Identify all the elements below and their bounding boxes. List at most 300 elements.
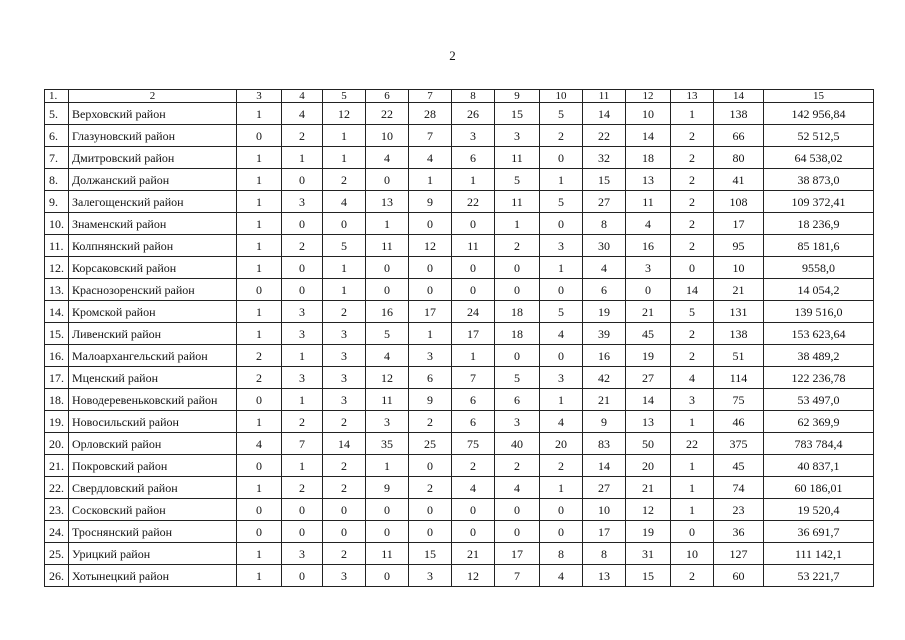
table-cell: 27 bbox=[626, 367, 671, 389]
table-cell: 0 bbox=[540, 213, 583, 235]
row-number-cell: 18. bbox=[45, 389, 69, 411]
row-number-cell: 22. bbox=[45, 477, 69, 499]
table-cell: 75 bbox=[714, 389, 764, 411]
table-cell: 3 bbox=[495, 411, 540, 433]
table-cell: 9 bbox=[583, 411, 626, 433]
table-row bbox=[45, 169, 874, 191]
table-row bbox=[45, 191, 874, 213]
district-name-cell: Кромской район bbox=[69, 301, 237, 323]
table-cell: 0 bbox=[323, 521, 366, 543]
table-cell: 3 bbox=[366, 411, 409, 433]
table-cell: 7 bbox=[409, 125, 452, 147]
table-cell: 0 bbox=[282, 169, 323, 191]
table-cell: 3 bbox=[323, 389, 366, 411]
table-row bbox=[45, 433, 874, 455]
table-cell: 1 bbox=[671, 477, 714, 499]
amount-cell: 9558,0 bbox=[764, 257, 874, 279]
table-cell: 7 bbox=[495, 565, 540, 587]
table-cell: 3 bbox=[540, 367, 583, 389]
table-cell: 4 bbox=[366, 147, 409, 169]
table-cell: 1 bbox=[237, 543, 282, 565]
amount-cell: 36 691,7 bbox=[764, 521, 874, 543]
table-row bbox=[45, 455, 874, 477]
table-cell: 2 bbox=[409, 477, 452, 499]
table-cell: 4 bbox=[323, 191, 366, 213]
table-cell: 2 bbox=[323, 455, 366, 477]
table-cell: 10 bbox=[714, 257, 764, 279]
amount-cell: 18 236,9 bbox=[764, 213, 874, 235]
table-cell: 1 bbox=[452, 169, 495, 191]
table-row bbox=[45, 477, 874, 499]
table-cell: 3 bbox=[452, 125, 495, 147]
table-cell: 11 bbox=[495, 191, 540, 213]
table-cell: 3 bbox=[540, 235, 583, 257]
table-cell: 60 bbox=[714, 565, 764, 587]
table-cell: 2 bbox=[323, 477, 366, 499]
table-cell: 21 bbox=[452, 543, 495, 565]
table-cell: 2 bbox=[671, 213, 714, 235]
table-cell: 7 bbox=[452, 367, 495, 389]
table-cell: 3 bbox=[323, 345, 366, 367]
table-cell: 30 bbox=[583, 235, 626, 257]
table-cell: 2 bbox=[540, 125, 583, 147]
district-name-cell: Дмитровский район bbox=[69, 147, 237, 169]
table-cell: 22 bbox=[366, 103, 409, 125]
table-cell: 1 bbox=[540, 477, 583, 499]
amount-cell: 85 181,6 bbox=[764, 235, 874, 257]
table-cell: 0 bbox=[366, 565, 409, 587]
table-cell: 6 bbox=[495, 389, 540, 411]
table-cell: 17 bbox=[714, 213, 764, 235]
table-cell: 0 bbox=[282, 565, 323, 587]
table-row bbox=[45, 411, 874, 433]
table-cell: 22 bbox=[452, 191, 495, 213]
table-cell: 66 bbox=[714, 125, 764, 147]
table-cell: 45 bbox=[626, 323, 671, 345]
table-cell: 6 bbox=[452, 147, 495, 169]
district-name-cell: Верховский район bbox=[69, 103, 237, 125]
table-cell: 4 bbox=[237, 433, 282, 455]
table-cell: 0 bbox=[671, 257, 714, 279]
table-cell: 4 bbox=[583, 257, 626, 279]
table-cell: 6 bbox=[452, 389, 495, 411]
table-cell: 1 bbox=[671, 411, 714, 433]
table-cell: 1 bbox=[323, 147, 366, 169]
table-cell: 17 bbox=[452, 323, 495, 345]
table-cell: 21 bbox=[583, 389, 626, 411]
table-cell: 1 bbox=[671, 455, 714, 477]
table-cell: 3 bbox=[282, 543, 323, 565]
table-cell: 4 bbox=[540, 411, 583, 433]
district-name-cell: Хотынецкий район bbox=[69, 565, 237, 587]
table-cell: 2 bbox=[237, 367, 282, 389]
table-cell: 2 bbox=[282, 125, 323, 147]
table-cell: 1 bbox=[366, 213, 409, 235]
table-cell: 24 bbox=[452, 301, 495, 323]
table-cell: 9 bbox=[409, 389, 452, 411]
table-header-cell: 2 bbox=[69, 90, 237, 103]
table-cell: 23 bbox=[714, 499, 764, 521]
table-cell: 15 bbox=[583, 169, 626, 191]
table-cell: 12 bbox=[626, 499, 671, 521]
amount-cell: 38 873,0 bbox=[764, 169, 874, 191]
table-cell: 0 bbox=[671, 521, 714, 543]
district-name-cell: Новодеревеньковский район bbox=[69, 389, 237, 411]
table-cell: 4 bbox=[366, 345, 409, 367]
table-cell: 0 bbox=[452, 279, 495, 301]
table-cell: 1 bbox=[237, 213, 282, 235]
amount-cell: 62 369,9 bbox=[764, 411, 874, 433]
table-cell: 27 bbox=[583, 191, 626, 213]
district-name-cell: Покровский район bbox=[69, 455, 237, 477]
table-cell: 1 bbox=[540, 169, 583, 191]
table-row bbox=[45, 235, 874, 257]
table-row bbox=[45, 367, 874, 389]
row-number-cell: 25. bbox=[45, 543, 69, 565]
table-header-cell: 10 bbox=[540, 90, 583, 103]
table-cell: 5 bbox=[366, 323, 409, 345]
table-cell: 3 bbox=[282, 191, 323, 213]
table-cell: 1 bbox=[237, 191, 282, 213]
table-cell: 114 bbox=[714, 367, 764, 389]
district-name-cell: Ливенский район bbox=[69, 323, 237, 345]
table-cell: 4 bbox=[540, 565, 583, 587]
table-cell: 4 bbox=[409, 147, 452, 169]
amount-cell: 38 489,2 bbox=[764, 345, 874, 367]
table-cell: 131 bbox=[714, 301, 764, 323]
table-header-cell: 15 bbox=[764, 90, 874, 103]
table-row bbox=[45, 279, 874, 301]
table-cell: 21 bbox=[626, 477, 671, 499]
table-row bbox=[45, 389, 874, 411]
table-cell: 1 bbox=[282, 147, 323, 169]
amount-cell: 19 520,4 bbox=[764, 499, 874, 521]
table-cell: 1 bbox=[409, 323, 452, 345]
table-cell: 4 bbox=[282, 103, 323, 125]
table-cell: 17 bbox=[495, 543, 540, 565]
table-cell: 1 bbox=[540, 257, 583, 279]
table-cell: 138 bbox=[714, 103, 764, 125]
table-cell: 1 bbox=[540, 389, 583, 411]
table-cell: 2 bbox=[671, 323, 714, 345]
table-cell: 0 bbox=[237, 499, 282, 521]
table-cell: 14 bbox=[626, 125, 671, 147]
table-cell: 0 bbox=[237, 125, 282, 147]
table-cell: 3 bbox=[282, 323, 323, 345]
table-cell: 8 bbox=[583, 213, 626, 235]
table-cell: 2 bbox=[671, 147, 714, 169]
row-number-cell: 21. bbox=[45, 455, 69, 477]
amount-cell: 53 221,7 bbox=[764, 565, 874, 587]
table-cell: 5 bbox=[495, 169, 540, 191]
table-cell: 11 bbox=[626, 191, 671, 213]
table-cell: 19 bbox=[583, 301, 626, 323]
table-cell: 0 bbox=[282, 279, 323, 301]
amount-cell: 52 512,5 bbox=[764, 125, 874, 147]
table-cell: 3 bbox=[409, 345, 452, 367]
row-number-cell: 7. bbox=[45, 147, 69, 169]
table-cell: 1 bbox=[282, 389, 323, 411]
table-cell: 95 bbox=[714, 235, 764, 257]
table-cell: 0 bbox=[366, 169, 409, 191]
district-name-cell: Корсаковский район bbox=[69, 257, 237, 279]
table-cell: 14 bbox=[671, 279, 714, 301]
table-cell: 42 bbox=[583, 367, 626, 389]
table-cell: 16 bbox=[366, 301, 409, 323]
table-cell: 18 bbox=[495, 301, 540, 323]
row-number-cell: 17. bbox=[45, 367, 69, 389]
table-cell: 0 bbox=[237, 521, 282, 543]
table-cell: 2 bbox=[671, 565, 714, 587]
table-cell: 1 bbox=[323, 279, 366, 301]
amount-cell: 53 497,0 bbox=[764, 389, 874, 411]
table-cell: 1 bbox=[495, 213, 540, 235]
table-header-cell: 12 bbox=[626, 90, 671, 103]
table-cell: 13 bbox=[583, 565, 626, 587]
table-body bbox=[45, 90, 874, 587]
table-cell: 50 bbox=[626, 433, 671, 455]
table-cell: 14 bbox=[583, 103, 626, 125]
table-cell: 2 bbox=[323, 301, 366, 323]
district-name-cell: Новосильский район bbox=[69, 411, 237, 433]
table-row bbox=[45, 543, 874, 565]
district-name-cell: Глазуновский район bbox=[69, 125, 237, 147]
table-cell: 1 bbox=[671, 499, 714, 521]
district-name-cell: Орловский район bbox=[69, 433, 237, 455]
table-header-cell: 9 bbox=[495, 90, 540, 103]
table-cell: 0 bbox=[323, 213, 366, 235]
table-cell: 2 bbox=[671, 125, 714, 147]
table-cell: 1 bbox=[237, 147, 282, 169]
table-cell: 5 bbox=[671, 301, 714, 323]
row-number-cell: 19. bbox=[45, 411, 69, 433]
table-cell: 19 bbox=[626, 521, 671, 543]
row-number-cell: 9. bbox=[45, 191, 69, 213]
table-cell: 11 bbox=[452, 235, 495, 257]
table-row bbox=[45, 125, 874, 147]
table-cell: 17 bbox=[583, 521, 626, 543]
district-name-cell: Урицкий район bbox=[69, 543, 237, 565]
table-cell: 2 bbox=[409, 411, 452, 433]
amount-cell: 139 516,0 bbox=[764, 301, 874, 323]
table-cell: 0 bbox=[452, 521, 495, 543]
table-header-cell: 13 bbox=[671, 90, 714, 103]
table-cell: 5 bbox=[540, 301, 583, 323]
amount-cell: 142 956,84 bbox=[764, 103, 874, 125]
table-cell: 1 bbox=[323, 257, 366, 279]
district-name-cell: Знаменский район bbox=[69, 213, 237, 235]
table-cell: 3 bbox=[282, 301, 323, 323]
table-cell: 2 bbox=[282, 235, 323, 257]
table-cell: 0 bbox=[495, 521, 540, 543]
page-number: 2 bbox=[449, 48, 456, 63]
table-cell: 2 bbox=[282, 477, 323, 499]
amount-cell: 111 142,1 bbox=[764, 543, 874, 565]
table-row bbox=[45, 565, 874, 587]
table-header-cell: 5 bbox=[323, 90, 366, 103]
table-cell: 0 bbox=[409, 499, 452, 521]
table-cell: 19 bbox=[626, 345, 671, 367]
table-cell: 0 bbox=[237, 455, 282, 477]
table-cell: 5 bbox=[323, 235, 366, 257]
district-name-cell: Залегощенский район bbox=[69, 191, 237, 213]
table-cell: 0 bbox=[237, 279, 282, 301]
table-cell: 1 bbox=[366, 455, 409, 477]
table-cell: 3 bbox=[495, 125, 540, 147]
row-number-cell: 20. bbox=[45, 433, 69, 455]
table-cell: 83 bbox=[583, 433, 626, 455]
table-cell: 17 bbox=[409, 301, 452, 323]
table-cell: 2 bbox=[237, 345, 282, 367]
table-cell: 1 bbox=[237, 103, 282, 125]
table-row bbox=[45, 323, 874, 345]
table-cell: 0 bbox=[282, 213, 323, 235]
district-name-cell: Троснянский район bbox=[69, 521, 237, 543]
table-cell: 0 bbox=[409, 213, 452, 235]
table-cell: 6 bbox=[452, 411, 495, 433]
table-cell: 108 bbox=[714, 191, 764, 213]
table-cell: 0 bbox=[540, 345, 583, 367]
table-cell: 138 bbox=[714, 323, 764, 345]
table-cell: 4 bbox=[452, 477, 495, 499]
table-cell: 10 bbox=[583, 499, 626, 521]
table-cell: 22 bbox=[583, 125, 626, 147]
table-cell: 0 bbox=[452, 213, 495, 235]
table-cell: 0 bbox=[495, 345, 540, 367]
district-name-cell: Колпнянский район bbox=[69, 235, 237, 257]
row-number-cell: 11. bbox=[45, 235, 69, 257]
table-cell: 1 bbox=[237, 411, 282, 433]
table-cell: 20 bbox=[540, 433, 583, 455]
table-cell: 0 bbox=[409, 455, 452, 477]
table-row bbox=[45, 103, 874, 125]
table-cell: 0 bbox=[323, 499, 366, 521]
table-row bbox=[45, 257, 874, 279]
table-cell: 2 bbox=[323, 169, 366, 191]
table-cell: 12 bbox=[452, 565, 495, 587]
table-cell: 16 bbox=[583, 345, 626, 367]
table-row bbox=[45, 213, 874, 235]
table-cell: 2 bbox=[495, 455, 540, 477]
table-cell: 12 bbox=[366, 367, 409, 389]
table-cell: 1 bbox=[237, 257, 282, 279]
row-number-cell: 26. bbox=[45, 565, 69, 587]
district-name-cell: Малоархангельский район bbox=[69, 345, 237, 367]
table-cell: 35 bbox=[366, 433, 409, 455]
table-cell: 11 bbox=[366, 389, 409, 411]
table-cell: 9 bbox=[366, 477, 409, 499]
table-cell: 14 bbox=[626, 389, 671, 411]
table-cell: 28 bbox=[409, 103, 452, 125]
table-row bbox=[45, 521, 874, 543]
data-table bbox=[44, 89, 874, 587]
table-cell: 8 bbox=[540, 543, 583, 565]
table-cell: 4 bbox=[495, 477, 540, 499]
table-cell: 3 bbox=[323, 367, 366, 389]
table-row bbox=[45, 147, 874, 169]
amount-cell: 122 236,78 bbox=[764, 367, 874, 389]
row-number-cell: 14. bbox=[45, 301, 69, 323]
table-cell: 13 bbox=[366, 191, 409, 213]
table-cell: 10 bbox=[366, 125, 409, 147]
table-cell: 1 bbox=[282, 455, 323, 477]
table-row bbox=[45, 301, 874, 323]
table-cell: 20 bbox=[626, 455, 671, 477]
table-cell: 74 bbox=[714, 477, 764, 499]
district-name-cell: Сосковский район bbox=[69, 499, 237, 521]
table-cell: 1 bbox=[282, 345, 323, 367]
table-cell: 14 bbox=[583, 455, 626, 477]
table-cell: 2 bbox=[323, 411, 366, 433]
table-header-cell: 8 bbox=[452, 90, 495, 103]
district-name-cell: Мценский район bbox=[69, 367, 237, 389]
table-cell: 22 bbox=[671, 433, 714, 455]
table-cell: 0 bbox=[626, 279, 671, 301]
amount-cell: 783 784,4 bbox=[764, 433, 874, 455]
amount-cell: 64 538,02 bbox=[764, 147, 874, 169]
table-cell: 0 bbox=[282, 499, 323, 521]
table-cell: 26 bbox=[452, 103, 495, 125]
table-cell: 0 bbox=[366, 257, 409, 279]
table-cell: 16 bbox=[626, 235, 671, 257]
table-cell: 8 bbox=[583, 543, 626, 565]
table-cell: 3 bbox=[409, 565, 452, 587]
table-cell: 1 bbox=[452, 345, 495, 367]
table-cell: 1 bbox=[237, 169, 282, 191]
table-cell: 18 bbox=[495, 323, 540, 345]
table-cell: 0 bbox=[540, 499, 583, 521]
table-header-cell: 14 bbox=[714, 90, 764, 103]
table-cell: 1 bbox=[323, 125, 366, 147]
table-cell: 3 bbox=[282, 367, 323, 389]
table-row bbox=[45, 345, 874, 367]
table-header-cell: 4 bbox=[282, 90, 323, 103]
table-header-row bbox=[45, 90, 874, 103]
table-header-cell: 6 bbox=[366, 90, 409, 103]
table-cell: 0 bbox=[495, 257, 540, 279]
table-cell: 31 bbox=[626, 543, 671, 565]
table-cell: 375 bbox=[714, 433, 764, 455]
table-header-cell: 1. bbox=[45, 90, 69, 103]
row-number-cell: 24. bbox=[45, 521, 69, 543]
table-cell: 0 bbox=[540, 279, 583, 301]
table-cell: 39 bbox=[583, 323, 626, 345]
table-cell: 12 bbox=[409, 235, 452, 257]
table-cell: 5 bbox=[540, 103, 583, 125]
row-number-cell: 23. bbox=[45, 499, 69, 521]
table-cell: 0 bbox=[409, 521, 452, 543]
amount-cell: 14 054,2 bbox=[764, 279, 874, 301]
table-cell: 0 bbox=[495, 279, 540, 301]
table-cell: 0 bbox=[282, 521, 323, 543]
table-cell: 46 bbox=[714, 411, 764, 433]
table-cell: 25 bbox=[409, 433, 452, 455]
table-cell: 32 bbox=[583, 147, 626, 169]
table-cell: 1 bbox=[409, 169, 452, 191]
table-cell: 0 bbox=[409, 257, 452, 279]
table-cell: 0 bbox=[366, 499, 409, 521]
row-number-cell: 16. bbox=[45, 345, 69, 367]
table-cell: 0 bbox=[452, 257, 495, 279]
table-cell: 0 bbox=[452, 499, 495, 521]
table-cell: 3 bbox=[671, 389, 714, 411]
table-cell: 6 bbox=[409, 367, 452, 389]
table-cell: 12 bbox=[323, 103, 366, 125]
table-cell: 15 bbox=[626, 565, 671, 587]
table-cell: 11 bbox=[495, 147, 540, 169]
table-cell: 1 bbox=[237, 477, 282, 499]
table-cell: 40 bbox=[495, 433, 540, 455]
